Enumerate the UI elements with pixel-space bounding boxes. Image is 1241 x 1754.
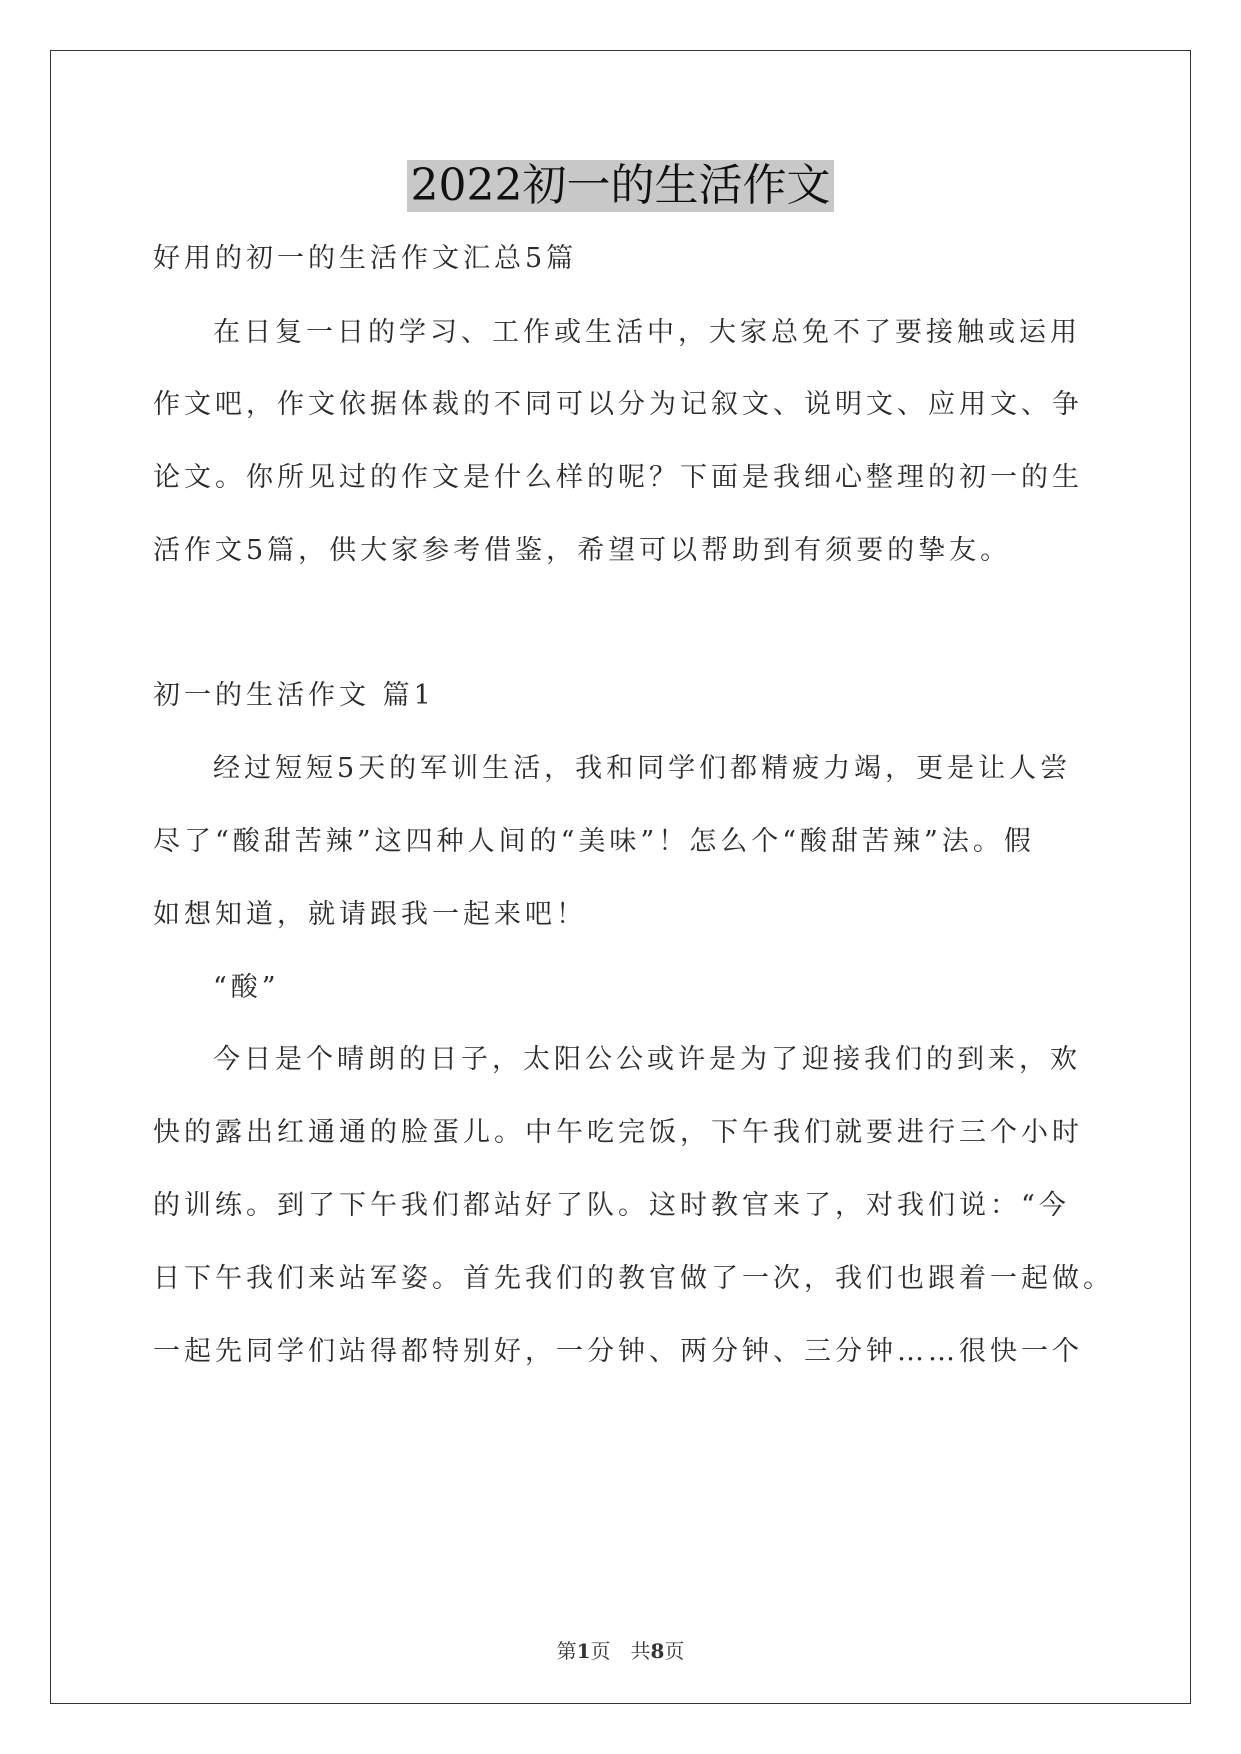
- footer-prefix: 第: [556, 1639, 577, 1663]
- para2-line-2: 快的露出红通通的脸蛋儿。中午吃完饭，下午我们就要进行三个小时: [153, 1117, 1083, 1148]
- para1-line-2: 尽了“酸甜苦辣”这四种人间的“美味”！怎么个“酸甜苦辣”法。假: [153, 826, 1035, 857]
- para2-line-5: 一起先同学们站得都特别好，一分钟、两分钟、三分钟……很快一个: [153, 1336, 1083, 1367]
- document-subtitle: 好用的初一的生活作文汇总5篇: [153, 243, 578, 274]
- footer-page-number: 1: [576, 1639, 591, 1663]
- para2-line-1: 今日是个晴朗的日子，太阳公公或许是为了迎接我们的到来，欢: [213, 1044, 1081, 1075]
- para2-line-4: 日下午我们来站军姿。首先我们的教官做了一次，我们也跟着一起做。: [153, 1263, 1114, 1294]
- sub-heading: “酸”: [213, 972, 280, 1003]
- document-title: 2022初一的生活作文: [407, 160, 835, 212]
- footer-suffix: 页: [664, 1639, 685, 1663]
- section-heading: 初一的生活作文 篇1: [153, 680, 435, 711]
- footer-mid: 页 共: [590, 1639, 651, 1663]
- intro-line-4: 活作文5篇，供大家参考借鉴，希望可以帮助到有须要的挚友。: [153, 535, 1012, 566]
- page-footer: [0, 1635, 1241, 1664]
- para1-line-3: 如想知道，就请跟我一起来吧！: [153, 899, 587, 930]
- footer-total-pages: 8: [650, 1639, 665, 1663]
- intro-line-1: 在日复一日的学习、工作或生活中，大家总免不了要接触或运用: [213, 317, 1081, 348]
- intro-line-3: 论文。你所见过的作文是什么样的呢？下面是我细心整理的初一的生: [153, 462, 1083, 493]
- page-border: [50, 50, 1191, 1704]
- para1-line-1: 经过短短5天的军训生活，我和同学们都精疲力竭，更是让人尝: [213, 753, 1072, 784]
- title-container: [0, 160, 1241, 212]
- intro-line-2: 作文吧，作文依据体裁的不同可以分为记叙文、说明文、应用文、争: [153, 389, 1083, 420]
- para2-line-3: 的训练。到了下午我们都站好了队。这时教官来了，对我们说：“今: [153, 1190, 1070, 1221]
